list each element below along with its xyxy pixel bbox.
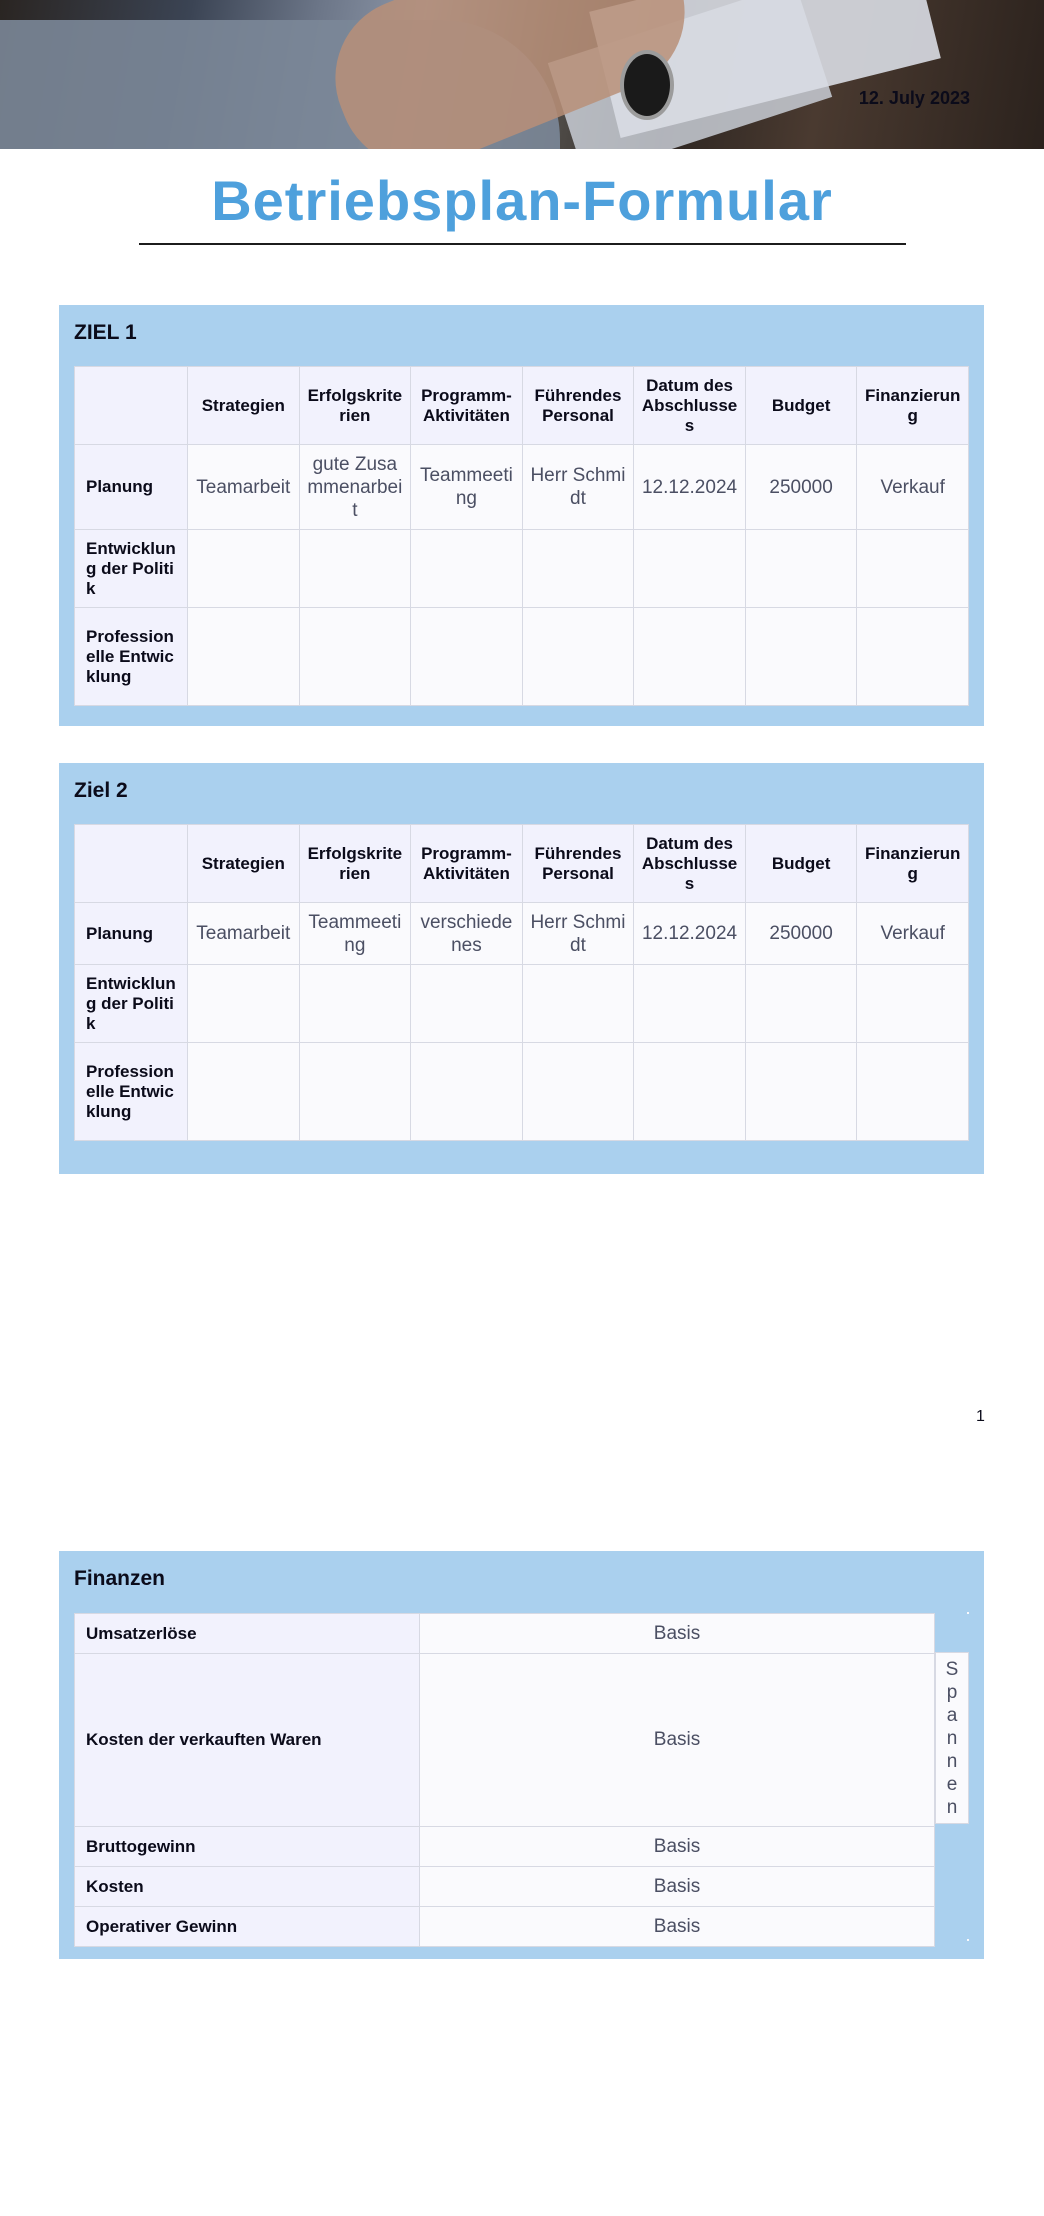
goal-title: Ziel 2 (74, 779, 128, 802)
table-cell[interactable]: Verkauf (857, 903, 969, 965)
column-header: Führendes Personal (522, 825, 634, 903)
row-header: Entwicklung der Politik (75, 965, 188, 1043)
table-cell[interactable] (411, 608, 523, 706)
table-cell[interactable] (857, 530, 969, 608)
table-cell[interactable] (522, 608, 634, 706)
table-cell[interactable] (857, 1043, 969, 1141)
table-row (75, 608, 969, 706)
table-cell[interactable]: Basis (420, 1907, 935, 1947)
watch-icon (620, 50, 674, 120)
table-cell[interactable]: Basis (420, 1867, 935, 1907)
table-cell[interactable] (299, 965, 411, 1043)
table-cell[interactable] (745, 1043, 857, 1141)
column-header: Programm-Aktivitäten (411, 367, 523, 445)
header-photo (0, 0, 1044, 149)
table-cell[interactable]: Basis (420, 1614, 935, 1654)
table-row (75, 1867, 935, 1907)
table-cell[interactable] (522, 530, 634, 608)
title-divider (139, 243, 906, 245)
row-label: Operativer Gewinn (75, 1907, 420, 1947)
document-date: 12. July 2023 (858, 88, 970, 108)
table-row (75, 965, 969, 1043)
table-cell[interactable]: Herr Schmidt (522, 903, 634, 965)
row-label: Kosten der verkauften Waren (75, 1654, 420, 1827)
table-cell[interactable] (522, 1043, 634, 1141)
table-cell[interactable]: verschiedenes (411, 903, 523, 965)
row-label: Bruttogewinn (75, 1827, 420, 1867)
cell-marker (967, 1939, 969, 1941)
column-header: Erfolgskriterien (299, 825, 411, 903)
table-cell[interactable]: Teamarbeit (188, 445, 300, 530)
table-cell[interactable] (411, 965, 523, 1043)
table-cell[interactable] (857, 608, 969, 706)
table-cell[interactable] (188, 608, 300, 706)
table-cell[interactable] (634, 965, 746, 1043)
corner-cell (75, 825, 188, 903)
table-row (75, 903, 969, 965)
table-cell[interactable]: Basis (420, 1827, 935, 1867)
table-cell[interactable] (857, 965, 969, 1043)
goal-section-2 (59, 763, 984, 1174)
column-header: Strategien (188, 825, 300, 903)
page-number: 1 (976, 1408, 985, 1425)
finance-title: Finanzen (74, 1567, 166, 1590)
table-cell[interactable] (188, 530, 300, 608)
table-cell[interactable] (299, 530, 411, 608)
column-header: Finanzierung (857, 367, 969, 445)
column-header: Datum des Abschlusses (634, 825, 746, 903)
table-row (75, 1043, 969, 1141)
table-cell[interactable]: Teamarbeit (188, 903, 300, 965)
table-row (75, 1827, 935, 1867)
table-cell[interactable]: 250000 (745, 903, 857, 965)
table-row (75, 445, 969, 530)
table-cell[interactable]: 250000 (745, 445, 857, 530)
table-cell[interactable]: Basis (420, 1654, 935, 1827)
goal-table (74, 824, 969, 1141)
table-cell[interactable]: 12.12.2024 (634, 903, 746, 965)
table-cell[interactable] (411, 1043, 523, 1141)
table-cell[interactable] (745, 530, 857, 608)
row-header: Professionelle Entwicklung (75, 608, 188, 706)
table-cell[interactable]: Teammeeting (299, 903, 411, 965)
span-cell[interactable] (935, 1652, 969, 1824)
row-header: Planung (75, 903, 188, 965)
span-text: Spannen (945, 1658, 959, 1818)
table-cell[interactable] (299, 608, 411, 706)
corner-cell (75, 367, 188, 445)
finance-table (74, 1613, 935, 1947)
table-cell[interactable]: Herr Schmidt (522, 445, 634, 530)
table-cell[interactable] (634, 1043, 746, 1141)
column-header: Programm-Aktivitäten (411, 825, 523, 903)
finance-section (59, 1551, 984, 1959)
table-row (75, 1614, 935, 1654)
row-label: Kosten (75, 1867, 420, 1907)
table-cell[interactable] (188, 965, 300, 1043)
table-cell[interactable] (522, 965, 634, 1043)
table-cell[interactable] (745, 965, 857, 1043)
column-header: Erfolgskriterien (299, 367, 411, 445)
row-header: Planung (75, 445, 188, 530)
table-cell[interactable] (188, 1043, 300, 1141)
cell-marker (967, 1612, 969, 1614)
row-header: Entwicklung der Politik (75, 530, 188, 608)
table-cell[interactable]: gute Zusammenarbeit (299, 445, 411, 530)
page-title: Betriebsplan-Formular (211, 169, 833, 232)
table-cell[interactable]: Teammeeting (411, 445, 523, 530)
table-cell[interactable] (634, 608, 746, 706)
table-cell[interactable]: Verkauf (857, 445, 969, 530)
row-label: Umsatzerlöse (75, 1614, 420, 1654)
column-header: Führendes Personal (522, 367, 634, 445)
table-header-row (75, 825, 969, 903)
table-row (75, 530, 969, 608)
table-cell[interactable] (634, 530, 746, 608)
table-cell[interactable]: 12.12.2024 (634, 445, 746, 530)
table-cell[interactable] (299, 1043, 411, 1141)
table-cell[interactable] (745, 608, 857, 706)
table-header-row (75, 367, 969, 445)
table-row (75, 1907, 935, 1947)
column-header: Finanzierung (857, 825, 969, 903)
column-header: Datum des Abschlusses (634, 367, 746, 445)
goal-section-1 (59, 305, 984, 726)
table-cell[interactable] (411, 530, 523, 608)
goal-title: ZIEL 1 (74, 321, 137, 344)
column-header: Budget (745, 825, 857, 903)
goal-table (74, 366, 969, 706)
row-header: Professionelle Entwicklung (75, 1043, 188, 1141)
table-row (75, 1654, 935, 1827)
column-header: Strategien (188, 367, 300, 445)
column-header: Budget (745, 367, 857, 445)
